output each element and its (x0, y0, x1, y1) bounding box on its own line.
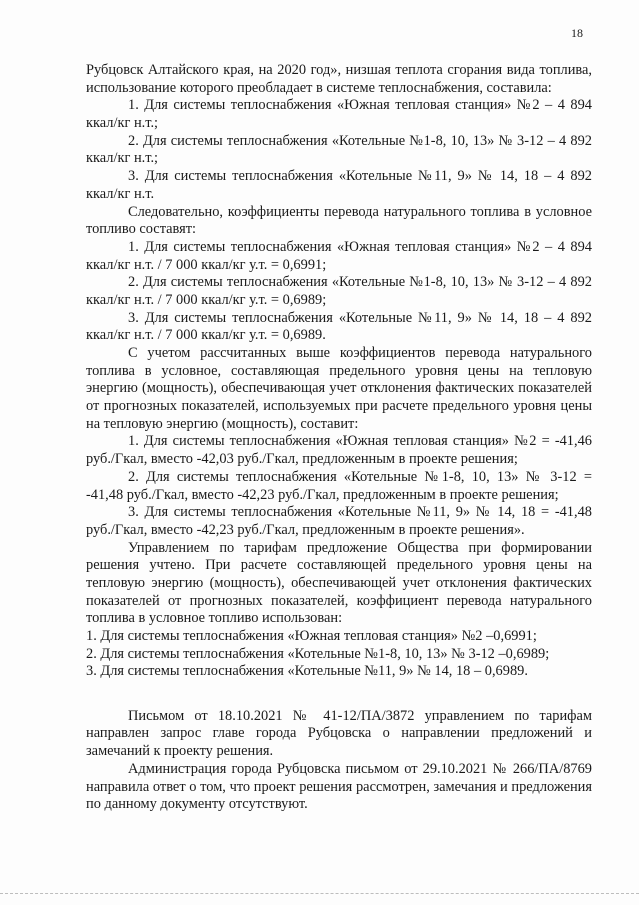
document-body (86, 62, 592, 814)
text-line: замечаний к проекту решения. (86, 743, 274, 760)
text-line: руб./Гкал, вместо -42,03 руб./Гкал, предложенным в проекте решения; (86, 451, 518, 468)
text-line: ккал/кг н.т. / 7 000 ккал/кг у.т. = 0,6991; (86, 256, 327, 273)
text-line: направлен запрос главе города Рубцовска о направлении предложений и (86, 725, 592, 742)
text-line: топлива в условное топливо использован: (86, 610, 343, 627)
text-line: топлива в условное, составляющая предельного уровня цены на тепловую (86, 362, 592, 379)
list-item: 1. Для системы теплоснабжения «Южная тепловая станция» №2 –0,6991; (86, 628, 537, 644)
text-line: ккал/кг н.т.; (86, 115, 159, 132)
text-line: использование которого преобладает в системе теплоснабжения, составила: (86, 79, 552, 96)
list-item: 2. Для системы теплоснабжения «Котельные №1-8, 10, 13» № 3-12 – 4 892 (128, 274, 592, 291)
text-line: показателей от прогнозных показателей, коэффициент перевода натурального (86, 592, 592, 609)
list-item: 2. Для системы теплоснабжения «Котельные №1-8, 10, 13» № 3-12 = (128, 468, 592, 485)
list-item: 2. Для системы теплоснабжения «Котельные №1-8, 10, 13» № 3-12 – 4 892 (128, 132, 592, 149)
text-line: ккал/кг н.т. / 7 000 ккал/кг у.т. = 0,6989. (86, 327, 326, 344)
text-line: -41,48 руб./Гкал, вместо -42,23 руб./Гкал, предложенным в проекте решения; (86, 486, 559, 503)
paragraph-start: Администрация города Рубцовска письмом от 29.10.2021 № 266/ПА/8769 (128, 760, 592, 777)
list-item: 3. Для системы теплоснабжения «Котельные №11, 9» № 14, 18 – 4 892 (128, 309, 592, 326)
text-line: по данному документу отсутствуют. (86, 796, 308, 813)
text-line: руб./Гкал, вместо -42,23 руб./Гкал, предложенным в проекте решения». (86, 521, 525, 538)
text-line: ккал/кг н.т.; (86, 150, 159, 167)
list-item: 3. Для системы теплоснабжения «Котельные №11, 9» № 14, 18 – 0,6989. (86, 663, 528, 680)
paragraph-start: Следовательно, коэффициенты перевода натурального топлива в условное (128, 203, 592, 220)
text-line: ккал/кг н.т. / 7 000 ккал/кг у.т. = 0,6989; (86, 291, 327, 308)
list-item: 1. Для системы теплоснабжения «Южная тепловая станция» №2 – 4 894 (128, 97, 592, 114)
list-item: 3. Для системы теплоснабжения «Котельные №11, 9» № 14, 18 – 4 892 (128, 168, 592, 185)
list-item: 1. Для системы теплоснабжения «Южная тепловая станция» №2 = -41,46 (128, 433, 592, 450)
text-line: от прогнозных показателей, используемых при расчете предельного уровня цены (86, 398, 592, 415)
text-line: решения учтено. При расчете составляющей предельного уровня цены на (86, 557, 592, 574)
list-item: 1. Для системы теплоснабжения «Южная тепловая станция» №2 – 4 894 (128, 238, 592, 255)
list-item: 3. Для системы теплоснабжения «Котельные №11, 9» № 14, 18 = -41,48 (128, 504, 592, 521)
text-line: ккал/кг н.т. (86, 185, 155, 202)
paragraph-gap (86, 681, 592, 699)
paragraph-start: Управлением по тарифам предложение Общества при формировании (128, 539, 592, 556)
page-number: 18 (571, 26, 583, 40)
text-line: тепловую энергию (мощность), обеспечивающей учет отклонения фактических (86, 574, 592, 591)
paragraph-gap (86, 699, 592, 708)
text-line: топливо составят: (86, 221, 197, 238)
paragraph-start: С учетом рассчитанных выше коэффициентов перевода натурального (128, 345, 592, 361)
text-line: направила ответ о том, что проект решения рассмотрен, замечания и предложения (86, 778, 592, 795)
paragraph-start: Письмом от 18.10.2021 № 41-12/ПА/3872 управлением по тарифам (128, 707, 592, 724)
list-item: 2. Для системы теплоснабжения «Котельные №1-8, 10, 13» № 3-12 –0,6989; (86, 645, 550, 662)
text-line: энергию (мощность), обеспечивающая учет отклонения фактических показателей (86, 380, 592, 397)
scan-edge-line (0, 893, 639, 894)
text-line: Рубцовск Алтайского края, на 2020 год», низшая теплота сгорания вида топлива, (86, 62, 592, 78)
text-line: на тепловую энергию (мощность), составит: (86, 415, 359, 432)
